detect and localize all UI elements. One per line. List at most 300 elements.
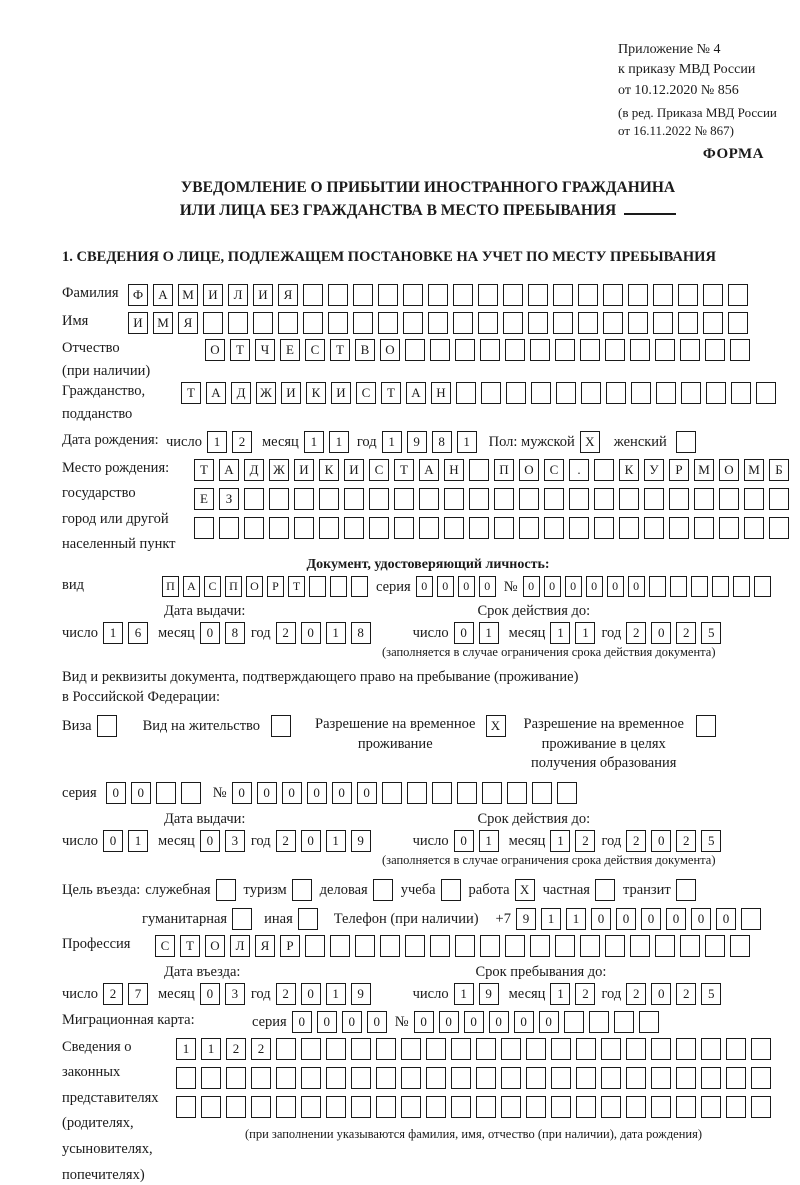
char-cell [351,1096,371,1118]
char-cell [530,935,550,957]
char-cell [519,488,539,510]
char-cell [681,382,701,404]
char-cell [330,935,350,957]
id-issue-header: Дата выдачи: [164,603,246,619]
char-cell: А [419,459,439,481]
char-cell [478,312,498,334]
birthplace-cells-row1 [194,459,789,481]
char-cell [605,339,625,361]
char-cell [232,908,252,930]
char-cell: Т [180,935,200,957]
char-cell [428,312,448,334]
char-cell [751,1067,771,1089]
month-label: месяц [261,433,299,450]
char-cell [544,517,564,539]
year-label: год [250,985,271,1002]
guardians-label: Сведения о законных представителях (родителях, усыновителях, попечителях) [62,1038,159,1183]
char-cell: У [644,459,664,481]
char-cell [403,312,423,334]
char-cell [378,312,398,334]
char-cell: 1 [550,622,570,644]
char-cell [576,1096,596,1118]
char-cell [351,576,368,597]
entry-dates-headers [62,964,794,981]
char-cell [680,339,700,361]
firstname-row [62,312,794,334]
char-cell [564,1011,584,1033]
purpose-option-label: работа [468,881,510,898]
annex-line: от 10.12.2020 № 856 [618,82,739,98]
purpose-option-label: иная [264,910,293,927]
char-cell: О [205,935,225,957]
entry-day-cells [103,983,148,1005]
char-cell [269,517,289,539]
char-cell [506,382,526,404]
id-dates-headers [62,603,794,620]
guardians-cells-row2 [176,1067,771,1089]
char-cell [728,284,748,306]
stay-doc-line1: Вид и реквизиты документа, подтверждающего право на пребывание (проживание) [62,669,579,685]
char-cell [578,284,598,306]
purpose-humanitarian-checkbox [232,908,252,930]
char-cell: 9 [351,983,371,1005]
id-expiry-header: Срок действия до: [477,603,591,619]
char-cell [656,382,676,404]
purpose-business-checkbox [373,879,393,901]
year-label: год [250,625,271,641]
annex-reference [618,40,777,140]
char-cell: 0 [616,908,636,930]
char-cell [355,935,375,957]
char-cell: К [619,459,639,481]
char-cell [455,339,475,361]
char-cell: И [294,459,314,481]
char-cell [556,382,576,404]
char-cell [628,284,648,306]
char-cell [453,312,473,334]
char-cell [594,488,614,510]
month-label: месяц [508,985,546,1002]
char-cell [691,576,708,597]
char-cell: 2 [575,983,595,1005]
char-cell: И [128,312,148,334]
char-cell [469,459,489,481]
char-cell [441,879,461,901]
birthdate-label: Дата рождения: [62,431,159,448]
char-cell [744,488,764,510]
year-label: год [356,433,377,450]
residence-permit-label: Вид на жительство [142,718,261,734]
char-cell [301,1038,321,1060]
char-cell: 2 [626,622,646,644]
char-cell: 0 [523,576,540,597]
char-cell: 0 [332,782,352,804]
migration-card-label: Миграционная карта: [62,1011,195,1028]
stay-series-cells [106,782,201,804]
char-cell [278,312,298,334]
char-cell [328,312,348,334]
char-cell [626,1067,646,1089]
char-cell [369,517,389,539]
char-cell: 8 [225,622,245,644]
char-cell [581,382,601,404]
char-cell [553,312,573,334]
id-doc-row [62,576,794,597]
stay-number-cells [232,782,577,804]
char-cell: 1 [326,830,346,852]
char-cell: 1 [329,431,349,453]
char-cell: 1 [457,431,477,453]
char-cell: 0 [628,576,645,597]
firstname-cells [128,312,748,334]
temp-residence-checkbox [486,715,506,737]
char-cell: 1 [176,1038,196,1060]
char-cell [480,339,500,361]
guardians-cells-row1 [176,1038,771,1060]
char-cell [705,339,725,361]
char-cell [669,488,689,510]
char-cell [269,488,289,510]
char-cell: 3 [225,983,245,1005]
char-cell: Д [231,382,251,404]
char-cell: Б [769,459,789,481]
stay-series-row [62,782,794,804]
char-cell [741,908,761,930]
char-cell [769,517,789,539]
char-cell [505,339,525,361]
char-cell: 7 [128,983,148,1005]
char-cell [301,1096,321,1118]
char-cell: Т [381,382,401,404]
char-cell: 0 [301,983,321,1005]
citizenship-label: Гражданство, подданство [62,382,146,423]
char-cell: 1 [304,431,324,453]
char-cell [405,935,425,957]
char-cell [276,1067,296,1089]
char-cell [201,1067,221,1089]
char-cell: 0 [539,1011,559,1033]
char-cell [482,782,502,804]
char-cell: 0 [458,576,475,597]
patronymic-row [62,339,794,382]
char-cell [769,488,789,510]
char-cell [594,517,614,539]
char-cell: 0 [489,1011,509,1033]
char-cell: Н [444,459,464,481]
char-cell: Т [330,339,350,361]
char-cell [730,339,750,361]
char-cell [451,1038,471,1060]
char-cell: 0 [586,576,603,597]
char-cell [405,339,425,361]
char-cell [651,1067,671,1089]
char-cell [503,312,523,334]
char-cell [694,488,714,510]
char-cell [251,1067,271,1089]
id-expiry-year-cells [626,622,721,644]
char-cell: О [519,459,539,481]
stay-doc-options-row [62,715,794,774]
stay-until-header: Срок пребывания до: [475,963,607,980]
char-cell [394,517,414,539]
id-dates-row [62,622,794,644]
char-cell [626,1096,646,1118]
char-cell [203,312,223,334]
char-cell [676,1067,696,1089]
char-cell [430,935,450,957]
char-cell: 2 [676,622,696,644]
id-expiry-day-cells [454,622,499,644]
purpose-other-checkbox [298,908,318,930]
patronymic-cells [205,339,750,361]
char-cell: Я [178,312,198,334]
char-cell: И [203,284,223,306]
year-label: год [601,625,622,641]
char-cell [407,782,427,804]
char-cell [244,488,264,510]
char-cell: 1 [326,622,346,644]
id-doc-number-label: № [503,579,518,595]
day-label: число [166,433,202,450]
char-cell [428,284,448,306]
char-cell [751,1096,771,1118]
guardians-row [62,1038,794,1185]
char-cell [754,576,771,597]
char-cell: 0 [565,576,582,597]
profession-label: Профессия [62,935,131,952]
char-cell: 1 [382,431,402,453]
day-label: число [412,625,449,641]
char-cell [97,715,117,737]
char-cell [526,1096,546,1118]
char-cell: Е [280,339,300,361]
char-cell: М [694,459,714,481]
stay-expiry-header: Срок действия до: [477,810,591,827]
char-cell [326,1038,346,1060]
char-cell [432,782,452,804]
char-cell [294,517,314,539]
surname-row [62,284,794,306]
char-cell: 2 [626,830,646,852]
char-cell: 1 [103,622,123,644]
sex-male-checkbox [580,431,600,453]
char-cell [651,1038,671,1060]
purpose-option-label: туризм [243,881,287,898]
birthplace-label: Место рождения: государство город или другой населенный пункт [62,459,176,553]
char-cell: 0 [257,782,277,804]
month-label: месяц [508,832,546,849]
until-month-cells [550,983,595,1005]
char-cell [733,576,750,597]
char-cell: В [355,339,375,361]
char-cell [557,782,577,804]
form-title-line1: УВЕДОМЛЕНИЕ О ПРИБЫТИИ ИНОСТРАННОГО ГРАЖДАНИНА [180,179,676,196]
char-cell: 0 [200,983,220,1005]
char-cell [401,1096,421,1118]
edu-residence-checkbox [696,715,716,737]
char-cell: А [406,382,426,404]
purpose-private-checkbox [595,879,615,901]
char-cell [226,1096,246,1118]
char-cell: 9 [516,908,536,930]
char-cell [216,879,236,901]
section1-heading: 1. СВЕДЕНИЯ О ЛИЦЕ, ПОДЛЕЖАЩЕМ ПОСТАНОВКЕ НА УЧЕТ ПО МЕСТУ ПРЕБЫВАНИЯ [62,248,716,265]
char-cell [528,284,548,306]
char-cell [653,312,673,334]
entry-year-cells [276,983,371,1005]
char-cell: 0 [103,830,123,852]
char-cell: Л [230,935,250,957]
sex-female-checkbox [676,431,696,453]
char-cell [419,488,439,510]
entry-dates-row [62,983,794,1005]
char-cell: Р [669,459,689,481]
citizenship-cells [181,382,776,404]
stay-issue-day-cells [103,830,148,852]
char-cell [507,782,527,804]
purpose-tourism-checkbox [292,879,312,901]
char-cell: Т [394,459,414,481]
birthplace-cells-row2 [194,488,789,510]
form-title [62,176,794,223]
char-cell: 0 [651,983,671,1005]
char-cell [330,576,347,597]
char-cell: 0 [544,576,561,597]
char-cell [676,1096,696,1118]
year-label: год [250,832,271,849]
char-cell: 0 [342,1011,362,1033]
birthplace-cells-row3 [194,517,789,539]
char-cell [719,517,739,539]
char-cell: 2 [226,1038,246,1060]
char-cell: 0 [232,782,252,804]
birth-day-cells [207,431,252,453]
char-cell [678,312,698,334]
char-cell [631,382,651,404]
id-issue-month-cells [200,622,245,644]
char-cell [353,312,373,334]
year-label: год [601,985,622,1002]
char-cell: 2 [676,830,696,852]
char-cell [501,1096,521,1118]
char-cell [649,576,666,597]
char-cell [319,488,339,510]
char-cell [601,1067,621,1089]
char-cell: К [306,382,326,404]
char-cell [181,782,201,804]
char-cell [619,517,639,539]
patronymic-label: Отчество (при наличии) [62,339,151,380]
char-cell [630,339,650,361]
char-cell: 0 [416,576,433,597]
temp-residence-label: Разрешение на временное проживание [315,716,476,752]
guardians-cells-block [176,1038,771,1142]
birthdate-row [62,431,794,453]
char-cell [655,935,675,957]
char-cell [731,382,751,404]
char-cell [301,1067,321,1089]
id-doc-series-label: серия [376,579,411,595]
char-cell: 0 [454,622,474,644]
char-cell [469,517,489,539]
birth-year-cells [382,431,477,453]
char-cell: X [580,431,600,453]
char-cell: 2 [251,1038,271,1060]
char-cell [226,1067,246,1089]
char-cell [701,1096,721,1118]
stay-issue-month-cells [200,830,245,852]
char-cell: 1 [575,622,595,644]
char-cell: 0 [651,622,671,644]
char-cell [503,284,523,306]
char-cell [580,339,600,361]
char-cell [156,782,176,804]
char-cell: 5 [701,983,721,1005]
char-cell [369,488,389,510]
char-cell: О [719,459,739,481]
migration-series-label: серия [252,1013,287,1030]
purpose-label: Цель въезда: [62,881,141,898]
char-cell [373,879,393,901]
char-cell [696,715,716,737]
char-cell: 0 [607,576,624,597]
char-cell: Ч [255,339,275,361]
id-expiry-month-cells [550,622,595,644]
char-cell: О [246,576,263,597]
char-cell [531,382,551,404]
char-cell [376,1067,396,1089]
char-cell [678,284,698,306]
char-cell: 5 [701,830,721,852]
char-cell: М [178,284,198,306]
char-cell [569,488,589,510]
char-cell: Т [230,339,250,361]
char-cell: И [331,382,351,404]
char-cell: 0 [307,782,327,804]
char-cell [553,284,573,306]
char-cell: Ф [128,284,148,306]
char-cell: П [494,459,514,481]
char-cell: 0 [437,576,454,597]
profession-row [62,935,794,957]
char-cell: 0 [479,576,496,597]
char-cell: 2 [676,983,696,1005]
migration-series-cells [292,1011,387,1033]
char-cell [303,284,323,306]
char-cell [756,382,776,404]
stay-expiry-year-cells [626,830,721,852]
char-cell: Д [244,459,264,481]
stay-expiry-day-cells [454,830,499,852]
char-cell: И [253,284,273,306]
annex-note-line: (в ред. Приказа МВД России [618,104,777,120]
char-cell [551,1038,571,1060]
char-cell [419,517,439,539]
char-cell: А [206,382,226,404]
char-cell: 2 [575,830,595,852]
char-cell: 2 [276,830,296,852]
char-cell [382,782,402,804]
char-cell [626,1038,646,1060]
char-cell: 0 [282,782,302,804]
char-cell: С [204,576,221,597]
char-cell: 0 [367,1011,387,1033]
char-cell: 0 [716,908,736,930]
char-cell [751,1038,771,1060]
char-cell [303,312,323,334]
char-cell [426,1067,446,1089]
char-cell [606,382,626,404]
